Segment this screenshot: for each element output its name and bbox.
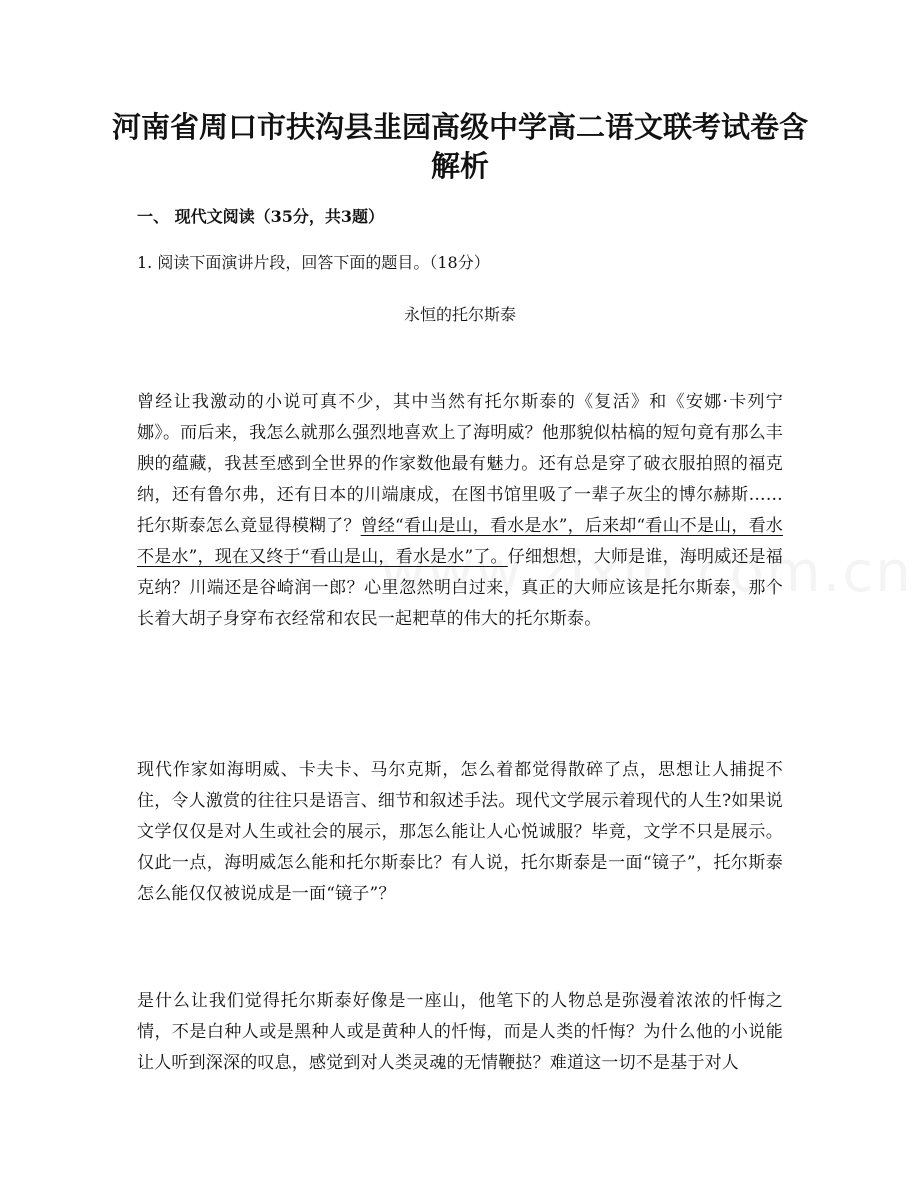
document-title: 河南省周口市扶沟县韭园高级中学高二语文联考试卷含解析 xyxy=(111,110,808,183)
paragraph-1 xyxy=(137,387,783,635)
paragraph-3: 是什么让我们觉得托尔斯泰好像是一座山，他笔下的人物总是弥漫着浓浓的忏悔之情，不是白种人或是黑种人或是黄种人的忏悔，而是人类的忏悔？为什么他的小说能让人听到深深的叹息，感觉到对人类灵魂的无情鞭挞？难道这一切不是基于对人 xyxy=(137,991,783,1073)
underlined-quote: 曾经“看山是山，看水是水”，后来却“看山不是山，看水不是水”，现在又终于“看山是山，看水是水”了。 xyxy=(137,516,783,567)
essay-title: 永恒的托尔斯泰 xyxy=(403,305,516,324)
paragraph-2: 现代作家如海明威、卡夫卡、马尔克斯，怎么着都觉得散碎了点，思想让人捕捉不住，令人激赏的往往只是语言、细节和叙述手法。现代文学展示着现代的人生?如果说文学仅仅是对人生或社会的展示，那怎么能让人心悦诚服？毕竟，文学不只是展示。仅此一点，海明威怎么能和托尔斯泰比？有人说，托尔斯泰是一面“镜子”，托尔斯泰怎么能仅仅被说成是一面“镜子”？ xyxy=(137,760,783,904)
section-heading: 一、 现代文阅读（35分，共3题） xyxy=(137,207,384,226)
paragraph-1-before: 曾经让我激动的小说可真不少，其中当然有托尔斯泰的《复活》和《安娜·卡列宁娜》。而后来，我怎么就那么强烈地喜欢上了海明威？他那貌似枯槁的短句竟有那么丰腴的蕴藏，我甚至感到全世界的作家数他最有魅力。还有总是穿了破衣服拍照的福克纳，还有鲁尔弗，还有日本的川端康成，在图书馆里吸了一辈子灰尘的博尔赫斯……托尔斯泰怎么竟显得模糊了？ xyxy=(137,392,783,536)
paragraph-1-after: 仔细想想，大师是谁，海明威还是福克纳？川端还是谷崎润一郎？心里忽然明白过来，真正的大师应该是托尔斯泰，那个长着大胡子身穿布衣经常和农民一起耙草的伟大的托尔斯泰。 xyxy=(137,547,783,629)
question-prompt: 1. 阅读下面演讲片段，回答下面的题目。（18分） xyxy=(137,253,490,272)
